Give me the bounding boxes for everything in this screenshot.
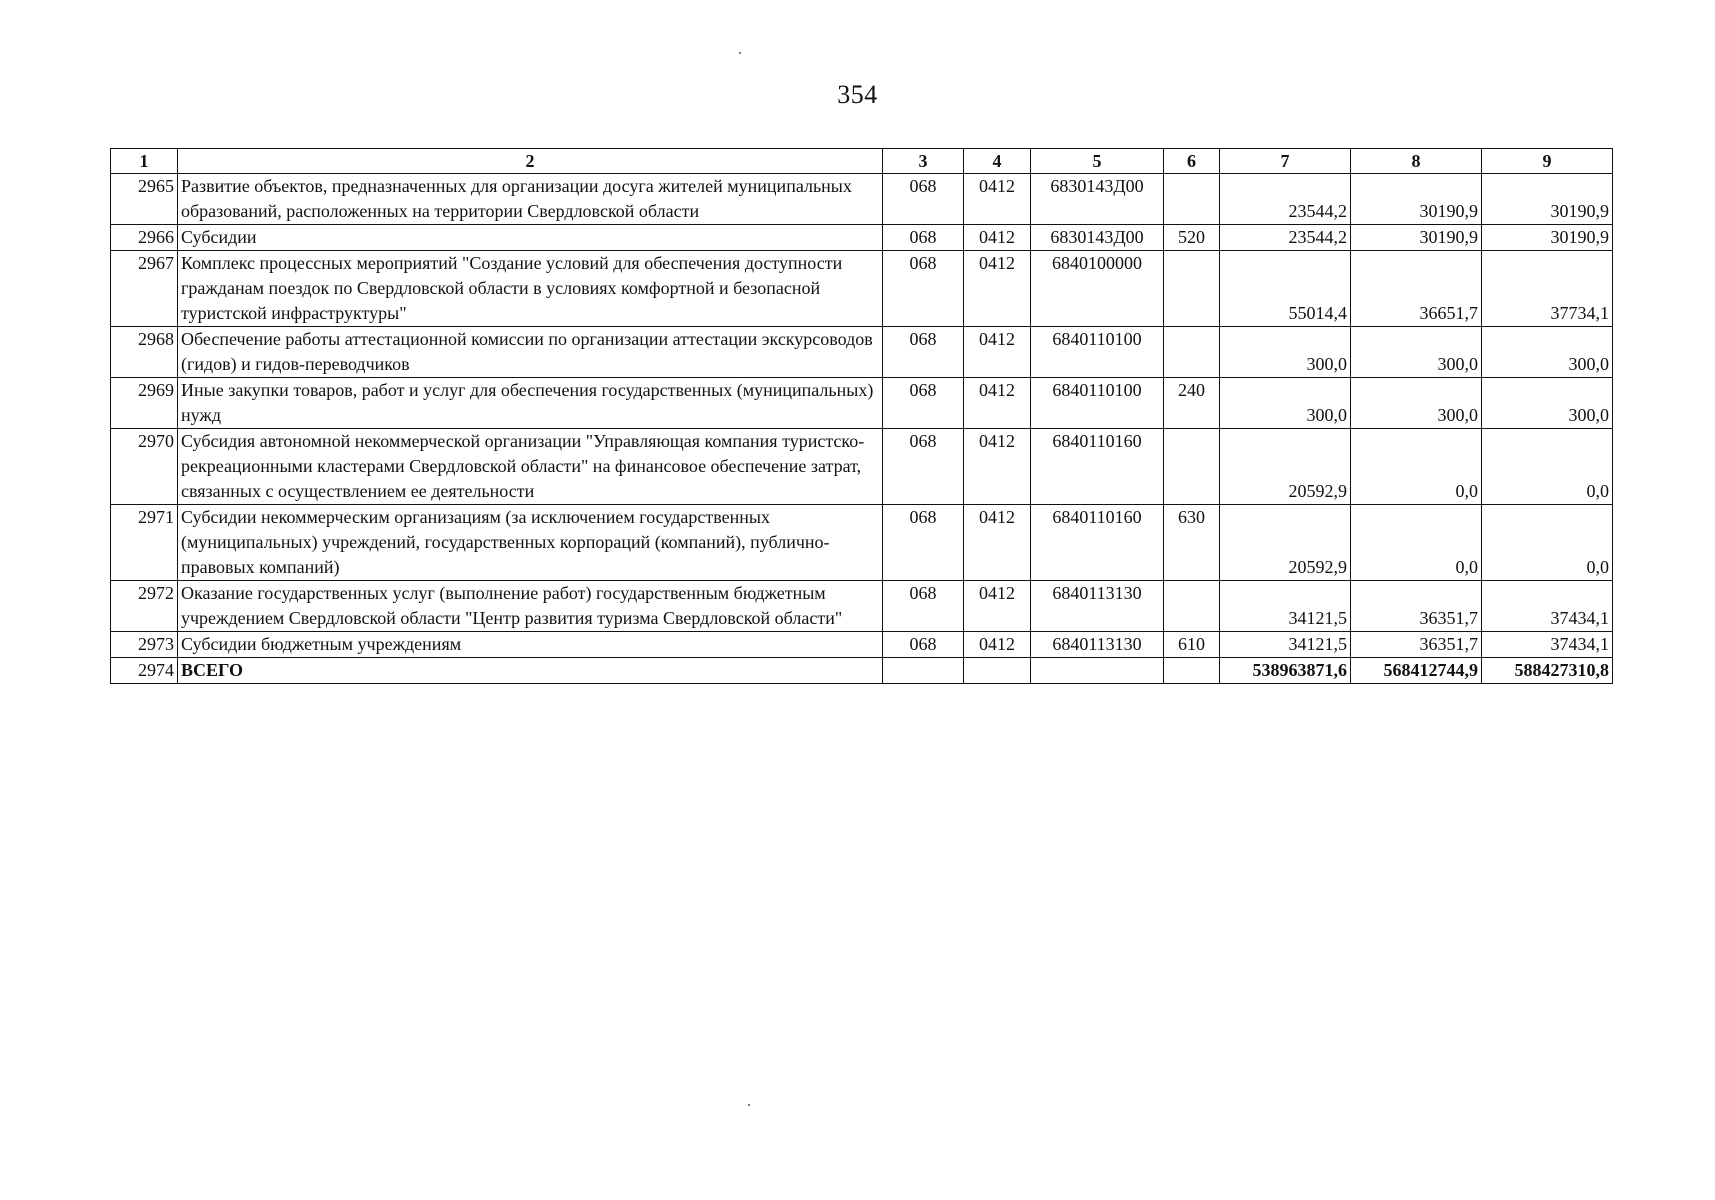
amount-year-1: 34121,5 bbox=[1220, 581, 1351, 632]
row-number: 2974 bbox=[111, 658, 178, 684]
row-number: 2966 bbox=[111, 225, 178, 251]
row-number: 2967 bbox=[111, 251, 178, 327]
expense-type-code bbox=[1164, 174, 1220, 225]
col-header-9: 9 bbox=[1482, 149, 1613, 174]
row-number: 2971 bbox=[111, 505, 178, 581]
amount-year-3: 300,0 bbox=[1482, 327, 1613, 378]
amount-year-1: 55014,4 bbox=[1220, 251, 1351, 327]
expense-type-code: 520 bbox=[1164, 225, 1220, 251]
col-header-4: 4 bbox=[964, 149, 1031, 174]
row-number: 2970 bbox=[111, 429, 178, 505]
item-name: Обеспечение работы аттестационной комиссии по организации аттестации экскурсоводов (гидов) и гидов-переводчиков bbox=[178, 327, 883, 378]
target-code: 6840110160 bbox=[1031, 429, 1164, 505]
empty-cell bbox=[1031, 658, 1164, 684]
target-code: 6840100000 bbox=[1031, 251, 1164, 327]
amount-year-1: 23544,2 bbox=[1220, 174, 1351, 225]
page-number: 354 bbox=[837, 80, 878, 109]
amount-year-3: 37434,1 bbox=[1482, 632, 1613, 658]
amount-year-3: 37734,1 bbox=[1482, 251, 1613, 327]
target-code: 6830143Д00 bbox=[1031, 174, 1164, 225]
section-code: 0412 bbox=[964, 327, 1031, 378]
amount-year-3: 0,0 bbox=[1482, 505, 1613, 581]
section-code: 0412 bbox=[964, 251, 1031, 327]
amount-year-1: 20592,9 bbox=[1220, 429, 1351, 505]
admin-code: 068 bbox=[883, 505, 964, 581]
expense-type-code bbox=[1164, 251, 1220, 327]
item-name: Субсидия автономной некоммерческой организации "Управляющая компания туристско-рекреационными кластерами Свердловской области" на финансовое обеспечение затрат, связанных с осуществлением ее деятельности bbox=[178, 429, 883, 505]
empty-cell bbox=[1164, 658, 1220, 684]
table-row bbox=[111, 429, 1613, 505]
amount-year-2: 0,0 bbox=[1351, 505, 1482, 581]
section-code: 0412 bbox=[964, 581, 1031, 632]
admin-code: 068 bbox=[883, 251, 964, 327]
total-year-1: 538963871,6 bbox=[1220, 658, 1351, 684]
item-name: Развитие объектов, предназначенных для организации досуга жителей муниципальных образований, расположенных на территории Свердловской области bbox=[178, 174, 883, 225]
amount-year-2: 30190,9 bbox=[1351, 174, 1482, 225]
target-code: 6840110100 bbox=[1031, 327, 1164, 378]
admin-code: 068 bbox=[883, 581, 964, 632]
target-code: 6840110160 bbox=[1031, 505, 1164, 581]
table-row bbox=[111, 225, 1613, 251]
amount-year-2: 0,0 bbox=[1351, 429, 1482, 505]
row-number: 2968 bbox=[111, 327, 178, 378]
admin-code: 068 bbox=[883, 225, 964, 251]
total-year-3: 588427310,8 bbox=[1482, 658, 1613, 684]
scan-speck-bottom bbox=[748, 1104, 750, 1106]
amount-year-2: 300,0 bbox=[1351, 327, 1482, 378]
table-row bbox=[111, 581, 1613, 632]
item-name: Иные закупки товаров, работ и услуг для обеспечения государственных (муниципальных) нужд bbox=[178, 378, 883, 429]
table-row bbox=[111, 174, 1613, 225]
target-code: 6840110100 bbox=[1031, 378, 1164, 429]
amount-year-3: 300,0 bbox=[1482, 378, 1613, 429]
admin-code: 068 bbox=[883, 174, 964, 225]
budget-table bbox=[110, 148, 1613, 684]
row-number: 2973 bbox=[111, 632, 178, 658]
item-name: Комплекс процессных мероприятий "Создание условий для обеспечения доступности гражданам поездок по Свердловской области в условиях комфортной и безопасной туристской инфраструктуры" bbox=[178, 251, 883, 327]
amount-year-2: 36351,7 bbox=[1351, 632, 1482, 658]
amount-year-1: 300,0 bbox=[1220, 327, 1351, 378]
expense-type-code bbox=[1164, 327, 1220, 378]
amount-year-2: 36351,7 bbox=[1351, 581, 1482, 632]
admin-code: 068 bbox=[883, 327, 964, 378]
col-header-6: 6 bbox=[1164, 149, 1220, 174]
table-row bbox=[111, 505, 1613, 581]
section-code: 0412 bbox=[964, 225, 1031, 251]
section-code: 0412 bbox=[964, 174, 1031, 225]
amount-year-1: 34121,5 bbox=[1220, 632, 1351, 658]
amount-year-1: 20592,9 bbox=[1220, 505, 1351, 581]
item-name: Субсидии некоммерческим организациям (за исключением государственных (муниципальных) учреждений, государственных корпораций (компаний), публично-правовых компаний) bbox=[178, 505, 883, 581]
total-row bbox=[111, 658, 1613, 684]
admin-code: 068 bbox=[883, 429, 964, 505]
col-header-3: 3 bbox=[883, 149, 964, 174]
admin-code: 068 bbox=[883, 632, 964, 658]
item-name: Субсидии бюджетным учреждениям bbox=[178, 632, 883, 658]
table-row bbox=[111, 632, 1613, 658]
expense-type-code bbox=[1164, 581, 1220, 632]
col-header-2: 2 bbox=[178, 149, 883, 174]
empty-cell bbox=[964, 658, 1031, 684]
amount-year-2: 30190,9 bbox=[1351, 225, 1482, 251]
amount-year-1: 300,0 bbox=[1220, 378, 1351, 429]
admin-code: 068 bbox=[883, 378, 964, 429]
amount-year-3: 30190,9 bbox=[1482, 225, 1613, 251]
target-code: 6840113130 bbox=[1031, 581, 1164, 632]
section-code: 0412 bbox=[964, 429, 1031, 505]
amount-year-3: 30190,9 bbox=[1482, 174, 1613, 225]
col-header-1: 1 bbox=[111, 149, 178, 174]
amount-year-1: 23544,2 bbox=[1220, 225, 1351, 251]
empty-cell bbox=[883, 658, 964, 684]
col-header-8: 8 bbox=[1351, 149, 1482, 174]
col-header-7: 7 bbox=[1220, 149, 1351, 174]
section-code: 0412 bbox=[964, 505, 1031, 581]
amount-year-3: 0,0 bbox=[1482, 429, 1613, 505]
header-row bbox=[111, 149, 1613, 174]
amount-year-2: 300,0 bbox=[1351, 378, 1482, 429]
amount-year-3: 37434,1 bbox=[1482, 581, 1613, 632]
expense-type-code: 630 bbox=[1164, 505, 1220, 581]
row-number: 2965 bbox=[111, 174, 178, 225]
expense-type-code: 610 bbox=[1164, 632, 1220, 658]
scan-speck-top bbox=[739, 52, 741, 54]
row-number: 2972 bbox=[111, 581, 178, 632]
total-label: ВСЕГО bbox=[178, 658, 883, 684]
section-code: 0412 bbox=[964, 378, 1031, 429]
amount-year-2: 36651,7 bbox=[1351, 251, 1482, 327]
table-row bbox=[111, 251, 1613, 327]
table-row bbox=[111, 378, 1613, 429]
item-name: Оказание государственных услуг (выполнение работ) государственным бюджетным учреждением Свердловской области "Центр развития туризма Свердловской области" bbox=[178, 581, 883, 632]
target-code: 6830143Д00 bbox=[1031, 225, 1164, 251]
table-row bbox=[111, 327, 1613, 378]
section-code: 0412 bbox=[964, 632, 1031, 658]
target-code: 6840113130 bbox=[1031, 632, 1164, 658]
item-name: Субсидии bbox=[178, 225, 883, 251]
row-number: 2969 bbox=[111, 378, 178, 429]
col-header-5: 5 bbox=[1031, 149, 1164, 174]
expense-type-code bbox=[1164, 429, 1220, 505]
expense-type-code: 240 bbox=[1164, 378, 1220, 429]
total-year-2: 568412744,9 bbox=[1351, 658, 1482, 684]
